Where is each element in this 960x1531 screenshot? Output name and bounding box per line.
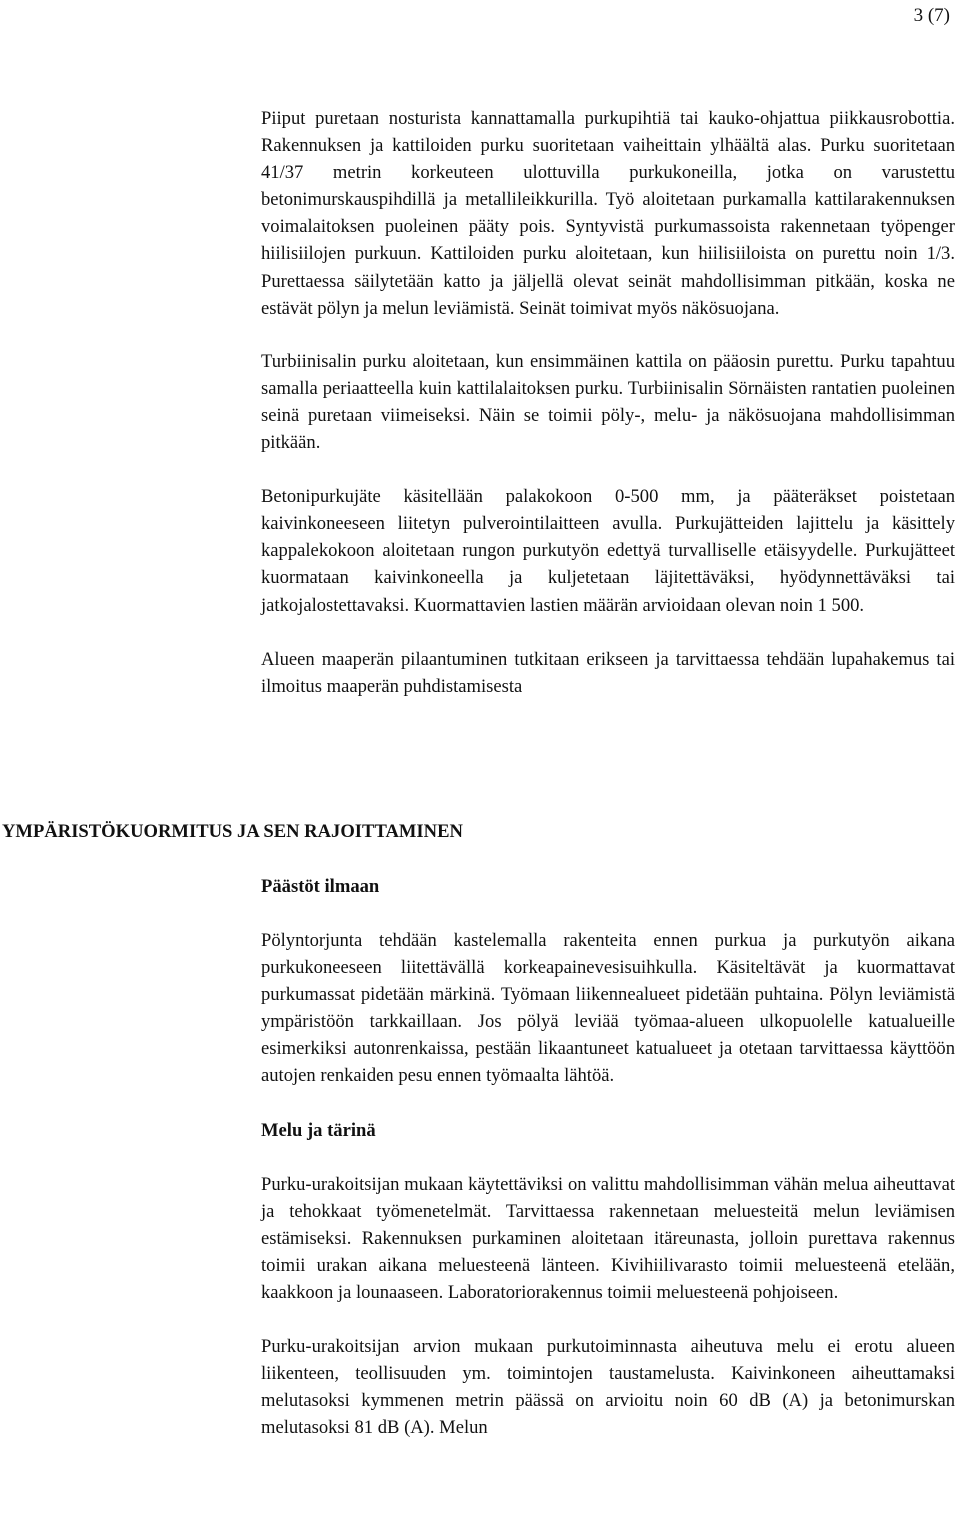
- paragraph-noise-methods: Purku-urakoitsijan mukaan käytettäviksi on valittu mahdollisimman vähän melua aiheuttavat ja tehokkaat työmenetelmät. Tarvittaessa rakennetaan meluesteitä melun leviämisen estämiseksi. Rakennuksen purkaminen aloitetaan itäreunasta, jolloin purettava rakennus toimii urakan aikana meluesteenä länteen. Kivihiilivarasto toimii meluesteenä etelään, kaakkoon ja lounaaseen. Laboratoriorakennus toimii meluesteenä pohjoiseen.: [261, 1173, 955, 1303]
- subheading-noise-vibration: Melu ja tärinä: [261, 1119, 376, 1141]
- paragraph-turbine-hall: Turbiinisalin purku aloitetaan, kun ensimmäinen kattila on pääosin purettu. Purku tapahtuu samalla periaatteella kuin kattilalaitoksen purku. Turbiinisalin Sörnäisten rantatien puoleinen seinä puretaan viimeiseksi. Näin se toimii pöly-, melu- ja näkösuojana mahdollisimman pitkään.: [261, 350, 955, 454]
- paragraph-spacer: [261, 1306, 955, 1333]
- document-body-top: [261, 105, 955, 700]
- subheading-air-emissions: Päästöt ilmaan: [261, 876, 380, 897]
- paragraph-spacer: [261, 1090, 955, 1117]
- paragraph-concrete-waste: Betonipurkujäte käsitellään palakokoon 0-500 mm, ja pääteräkset poistetaan kaivinkoneeseen liitetyn pulverointilaitteen avulla. Purkujätteiden lajittelu ja käsittely kappalekokoon aloitetaan rungon purkutyön edettyä turvalliselle etäisyydelle. Purkujätteet kuormataan kaivinkoneella ja kuljetetaan läjitettäväksi, hyödynnettäväksi tai jatkojalostettavaksi. Kuormattavien lastien määrän arvioidaan olevan noin 1 500.: [261, 486, 955, 616]
- paragraph-spacer: [261, 1144, 955, 1171]
- paragraph-spacer: [261, 322, 955, 348]
- section-heading-environmental-load: YMPÄRISTÖKUORMITUS JA SEN RAJOITTAMINEN: [2, 821, 463, 842]
- paragraph-soil-contamination: Alueen maaperän pilaantuminen tutkitaan erikseen ja tarvittaessa tehdään lupahakemus tai ilmoitus maaperän puhdistamisesta: [261, 648, 955, 697]
- paragraph-noise-levels: Purku-urakoitsijan arvion mukaan purkutoiminnasta aiheutuva melu ei erotu alueen liikenteen, teollisuuden ym. toimintojen taustamelusta. Kaivinkoneen aiheuttamaksi melutasoksi kymmenen metrin päässä on arvioitu noin 60 dB (A) ja betonimurskan melutasoksi 81 dB (A). Melun: [261, 1336, 955, 1439]
- document-body-lower: [261, 873, 955, 1441]
- paragraph-spacer: [261, 900, 955, 927]
- paragraph-spacer: [261, 456, 955, 483]
- page-number: 3 (7): [913, 5, 950, 26]
- paragraph-demolition-method: Piiput puretaan nosturista kannattamalla purkupihtiä tai kauko-ohjattua piikkausrobottia. Rakennuksen ja kattiloiden purku suoritetaan vaiheittain ylhäältä alas. Purku suoritetaan 41/37 metrin korkeuteen ulottuvilla purkukoneilla, jotka on varustettu betonimurskauspihdillä ja metallileikkurilla. Työ aloitetaan purkamalla kattilarakennuksen voimalaitoksen puoleinen pääty pois. Syntyvistä purkumassoista rakennetaan työpenger hiilisiilojen purkuun. Kattiloiden purku aloitetaan, kun hiilisiiloista on purettu noin 1/3. Purettaessa säilytetään katto ja jäljellä olevat seinät mahdollisimman pitkään, koska ne estävät pölyn ja melun leviämistä. Seinät toimivat myös näkösuojana.: [261, 108, 955, 319]
- paragraph-spacer: [261, 619, 955, 646]
- paragraph-dust-control: Pölyntorjunta tehdään kastelemalla rakenteita ennen purkua ja purkutyön aikana purkukoneeseen liitettävällä korkeapainevesisuihkulla. Käsiteltävät ja kuormattavat purkumassat pidetään märkinä. Työmaan liikennealueet pidetään puhtaina. Pölyn leviämistä ympäristöön tarkkaillaan. Jos pölyä leviää työmaa-alueen ulkopuolelle katualueille esimerkiksi autonrenkaissa, pestään likaantuneet katualueet ja otetaan tarvittaessa käyttöön autojen renkaiden pesu ennen työmaalta lähtöä.: [261, 930, 955, 1087]
